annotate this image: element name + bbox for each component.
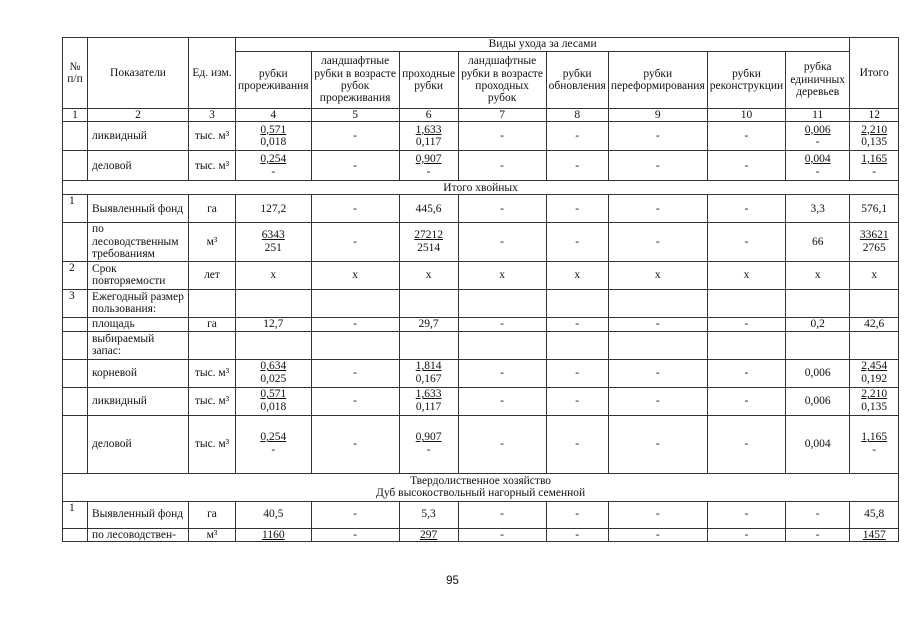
row-label: Выявленный фонд xyxy=(88,501,189,528)
colnum: 11 xyxy=(786,109,850,122)
header-landscape-passage: ландшафтные рубки в возрасте проходных рубок xyxy=(458,52,546,109)
table-row: по лесоводствен- м³ 1160 - 297 - - - - - 1457 xyxy=(63,528,899,541)
colnum: 8 xyxy=(546,109,608,122)
section-heading: Твердолиственное хозяйство Дуб высокоствольный нагорный семенной xyxy=(63,473,899,501)
colnum: 7 xyxy=(458,109,546,122)
table-row: ликвидный тыс. м³ $\frac{0,571}{0,018}$ - $\frac{1,633}{0,117}$ - - - - 0,006 $\frac{2,210}{0,135}$ xyxy=(63,387,899,415)
header-care-types: Виды ухода за лесами xyxy=(236,38,850,52)
row-number: 2 xyxy=(63,261,88,289)
colnum: 1 xyxy=(63,109,88,122)
row-number: 1 xyxy=(63,195,88,223)
table-row: корневой тыс. м³ $\frac{0,634}{0,025}$ - $\frac{1,814}{0,167}$ - - - - 0,006 $\frac{2,454}{0,192}$ xyxy=(63,359,899,387)
table-row: 1 Выявленный фонд га 127,2 - 445,6 - - - - 3,3 576,1 xyxy=(63,195,899,223)
colnum: 6 xyxy=(399,109,458,122)
header-thinning: рубки прореживания xyxy=(236,52,312,109)
unit-cell: тыс. м³ xyxy=(189,359,236,387)
unit-cell: лет xyxy=(189,261,236,289)
row-label: деловой xyxy=(88,415,189,473)
colnum: 10 xyxy=(707,109,785,122)
header-total: Итого xyxy=(850,38,899,109)
header-reconstruction: рубки реконструкции xyxy=(707,52,785,109)
unit-cell: тыс. м³ xyxy=(189,415,236,473)
header-unit: Ед. изм. xyxy=(189,38,236,109)
row-label: Выявленный фонд xyxy=(88,195,189,223)
header-renewal: рубки обновления xyxy=(546,52,608,109)
table-row: 1 Выявленный фонд га 40,5 - 5,3 - - - - - 45,8 xyxy=(63,501,899,528)
colnum: 12 xyxy=(850,109,899,122)
unit-cell: тыс. м³ xyxy=(189,151,236,181)
unit-cell: тыс. м³ xyxy=(189,122,236,151)
section-heading: Итого хвойных xyxy=(63,181,899,195)
row-number: 3 xyxy=(63,289,88,317)
row-label: Ежегодный размер пользования: xyxy=(88,289,189,317)
row-label: по лесоводствен- xyxy=(88,528,189,541)
colnum: 9 xyxy=(608,109,707,122)
row-label: ликвидный xyxy=(88,122,189,151)
table-row xyxy=(63,289,899,317)
table-row: деловой тыс. м³ 0,254 - - 0,907 - - - - - 0,004 1,165 - xyxy=(63,415,899,473)
colnum: 5 xyxy=(311,109,399,122)
colnum: 4 xyxy=(236,109,312,122)
table-row: по лесоводственным требованиям м³ $\frac{6343}{251}$ - $\frac{27212}{2514}$ - - - - 66 $\frac{33621}{2765}$ xyxy=(63,223,899,261)
unit-cell: га xyxy=(189,317,236,331)
header-num: № п/п xyxy=(63,38,88,109)
row-label: площадь xyxy=(88,317,189,331)
unit-cell: тыс. м³ xyxy=(189,387,236,415)
page-number: 95 xyxy=(446,575,459,587)
table-row: ликвидный тыс. м³ $\frac{0,571}{0,018}$ - $\frac{1,633}{0,117}$ - - - - 0,006 - $\frac{2,210}{0,135}$ xyxy=(63,122,899,151)
row-label: Срок повторяемости xyxy=(88,261,189,289)
header-single-trees: рубка единичных деревьев xyxy=(786,52,850,109)
row-label: по лесоводственным требованиям xyxy=(88,223,189,261)
header-landscape-thinning: ландшафтные рубки в возрасте рубок прореживания xyxy=(311,52,399,109)
table-row: деловой тыс. м³ 0,254 - - 0,907 - - - - - 0,004 - 1,165 - xyxy=(63,151,899,181)
column-number-row xyxy=(63,109,899,122)
header-indicators: Показатели xyxy=(88,38,189,109)
forest-care-table xyxy=(62,37,899,542)
unit-cell: га xyxy=(189,195,236,223)
colnum: 2 xyxy=(88,109,189,122)
row-label: деловой xyxy=(88,151,189,181)
header-passage: проходные рубки xyxy=(399,52,458,109)
unit-cell: м³ xyxy=(189,223,236,261)
table-row xyxy=(63,331,899,359)
table-row: площадь га 12,7 - 29,7 - - - - 0,2 42,6 xyxy=(63,317,899,331)
unit-cell: м³ xyxy=(189,528,236,541)
row-label: ликвидный xyxy=(88,387,189,415)
header-reformation: рубки переформирования xyxy=(608,52,707,109)
table-row: 2 Срок повторяемости лет х х х х х х х х х xyxy=(63,261,899,289)
colnum: 3 xyxy=(189,109,236,122)
unit-cell: га xyxy=(189,501,236,528)
row-label: выбираемый запас: xyxy=(88,331,189,359)
row-label: корневой xyxy=(88,359,189,387)
row-number: 1 xyxy=(63,501,88,528)
